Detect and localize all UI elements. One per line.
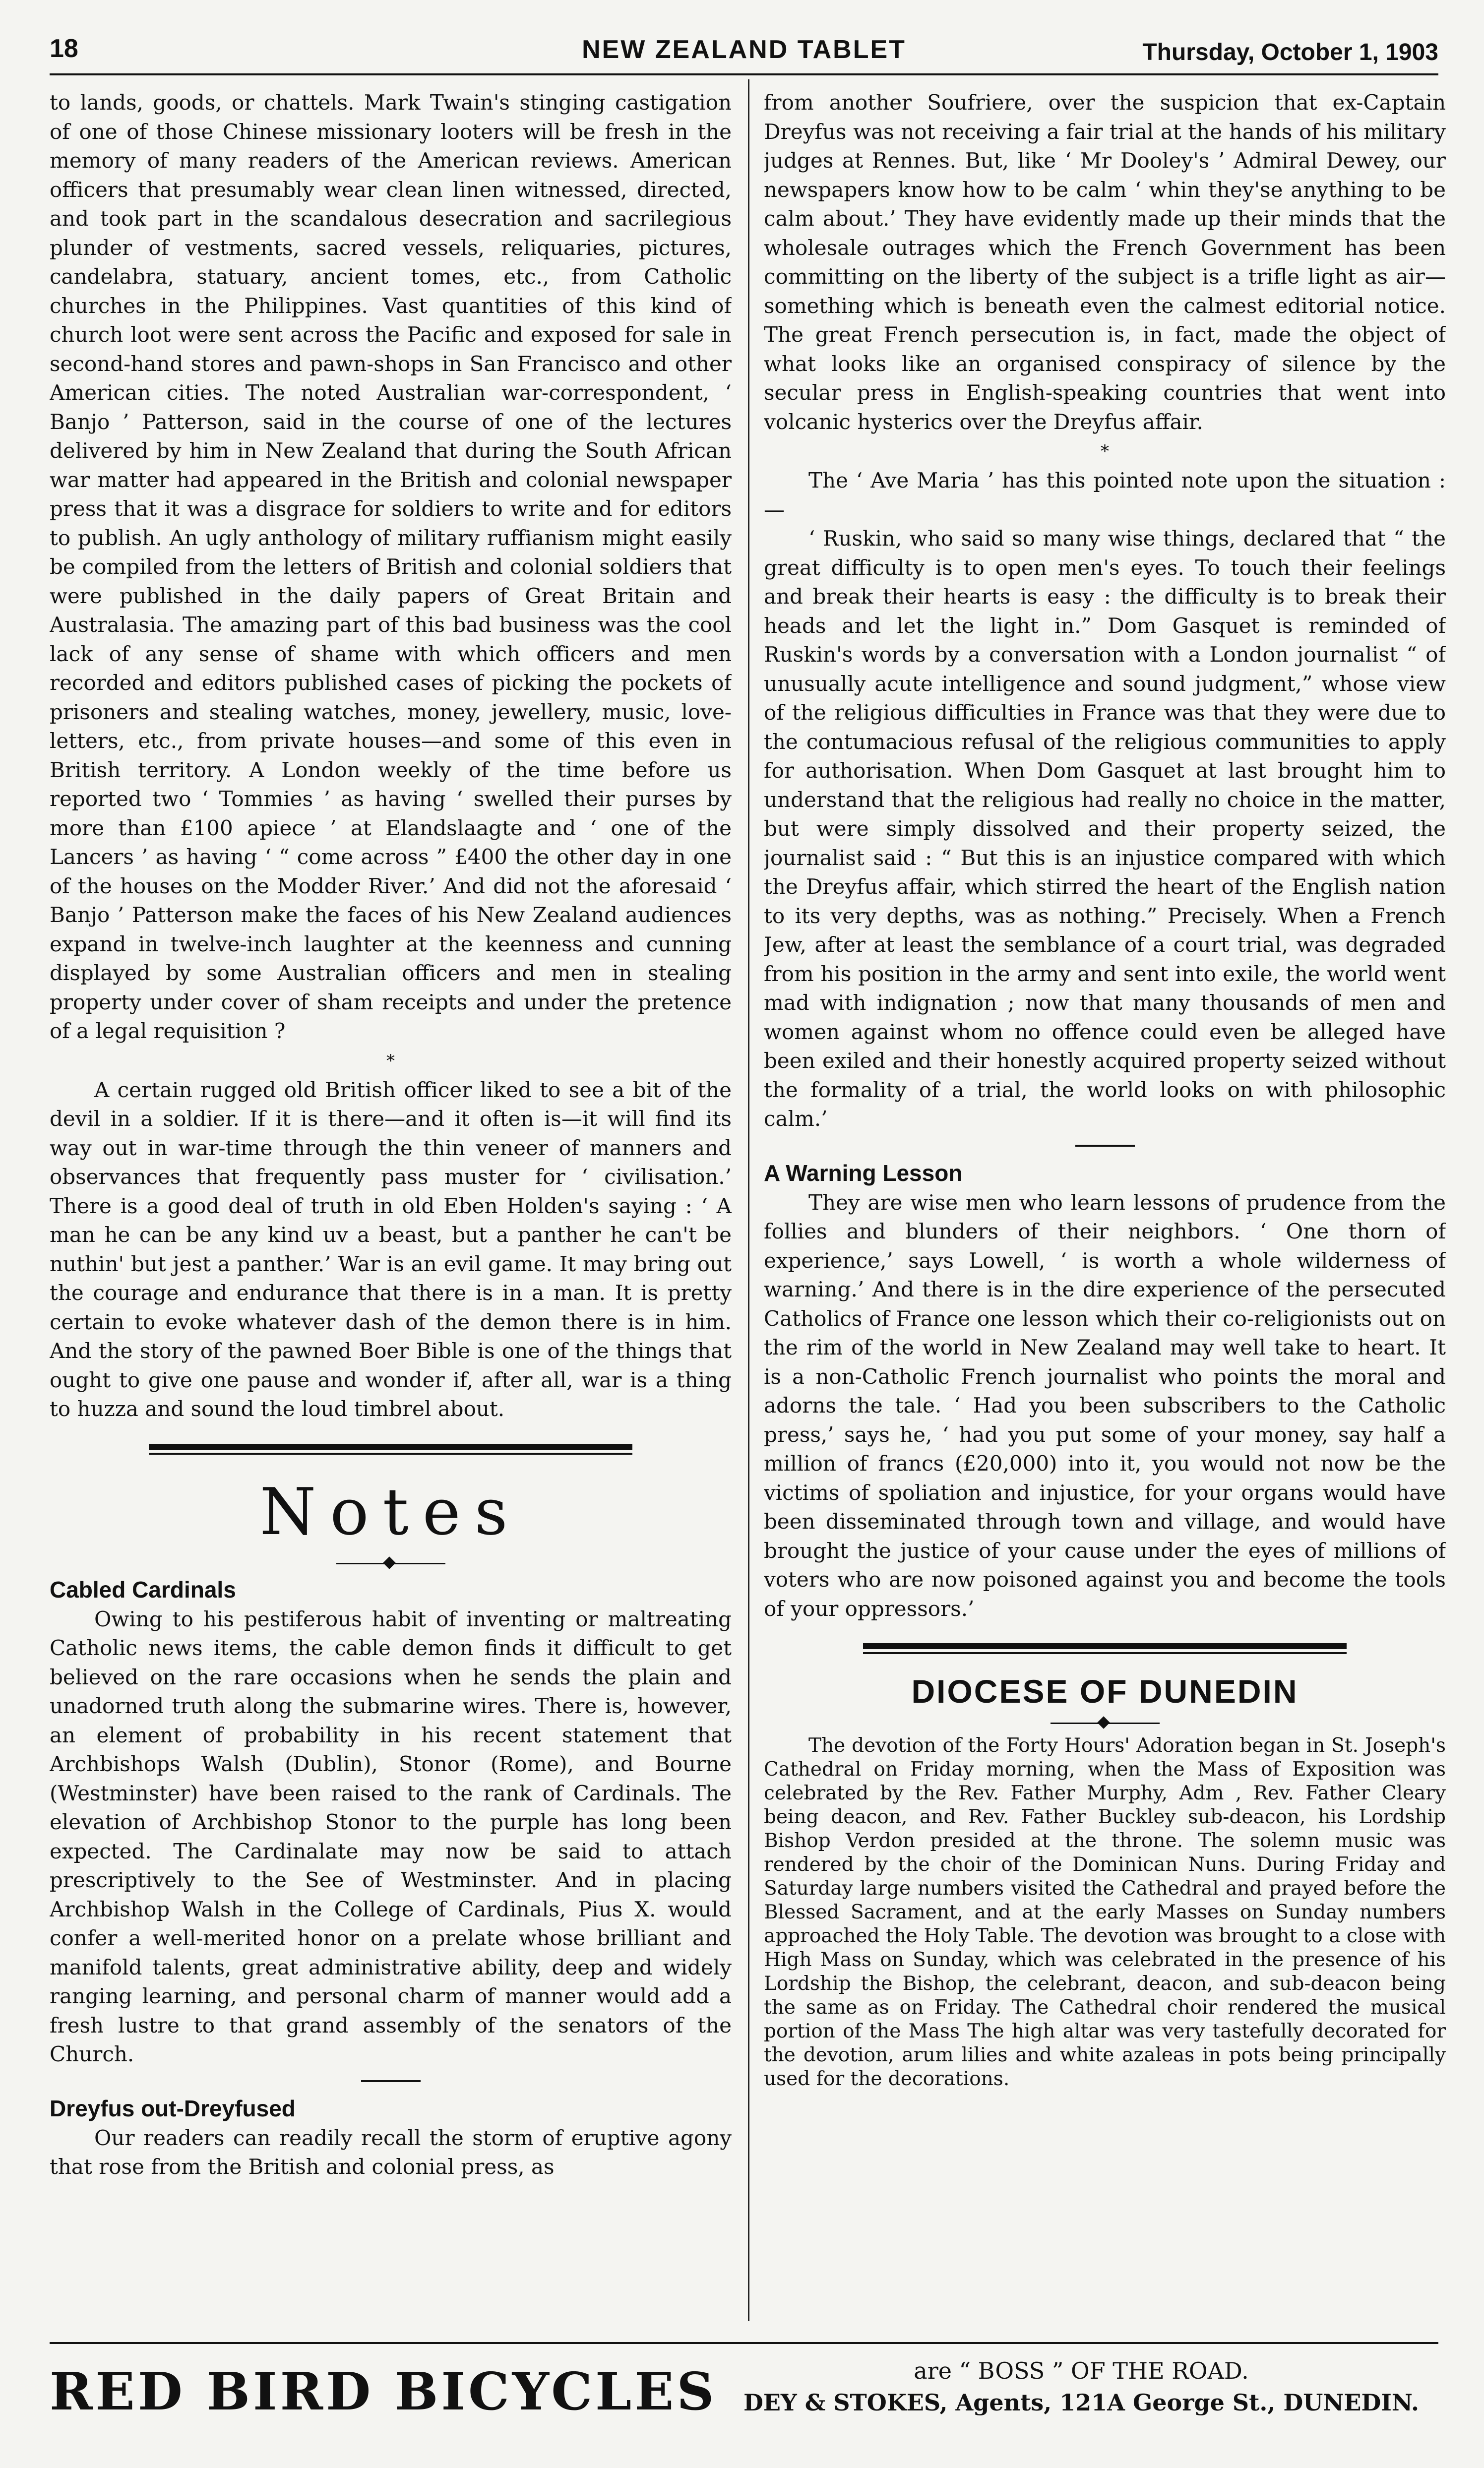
- short-divider: [1075, 1145, 1135, 1147]
- ornament-divider: [336, 1563, 445, 1564]
- subheading-warning-lesson: A Warning Lesson: [764, 1160, 963, 1186]
- heavy-divider: [863, 1643, 1347, 1654]
- short-divider: [361, 2080, 421, 2082]
- advert-address: DEY & STOKES, Agents, 121A George St., DUNEDIN.: [743, 2389, 1420, 2416]
- paragraph-dreyfus-start: Our readers can readily recall the storm of eruptive agony that rose from the British and colonial press, as: [50, 2125, 732, 2179]
- ornament-divider: [1051, 1723, 1160, 1724]
- notes-heading: Notes: [259, 1474, 522, 1549]
- paragraph-ave-maria: The ‘ Ave Maria ’ has this pointed note upon the situation :—: [764, 468, 1446, 522]
- advert-slogan: are “ BOSS ” OF THE ROAD.: [914, 2357, 1249, 2384]
- paragraph-forty-hours: The devotion of the Forty Hours' Adoration began in St. Joseph's Cathedral on Friday morning, when the Mass of Exposition was celebrated by the Rev. Father Murphy, Adm , Rev. Father Cleary being deacon, and Rev. Father Buckley sub-deacon, his Lordship Bishop Verdon presided at the throne. The solemn music was rendered by the choir of the Dominican Nuns. During Friday and Saturday large numbers visited the Cathedral and prayed before the Blessed Sacrament, and at the early Masses on Sunday numbers approached the Holy Table. The devotion was brought to a close with High Mass on Sunday, which was celebrated in the presence of his Lordship the Bishop, the celebrant, deacon, and sub-deacon being the same as on Friday. The Cathedral choir rendered the musical portion of the Mass The high altar was very tastefully decorated for the devotion, arum lilies and white azaleas in pots being principally used for the decorations.: [764, 1734, 1446, 2090]
- section-star: *: [386, 1050, 395, 1071]
- section-star: *: [1101, 441, 1109, 461]
- left-column: [50, 88, 732, 2320]
- page-header: [50, 24, 1438, 75]
- page-number: 18: [50, 34, 78, 63]
- advert-red-bird-bicycles: RED BIRD BICYCLES: [50, 2361, 717, 2422]
- masthead-title: NEW ZEALAND TABLET: [582, 35, 906, 64]
- right-column: [764, 88, 1446, 2320]
- paragraph-ruskin-quote: ‘ Ruskin, who said so many wise things, declared that “ the great difficulty is to open men's eyes. To touch their feelings and break their hearts is easy : the difficulty is to break their heads and let the light in.” Dom Gasquet is reminded of Ruskin's words by a conversation with a London journalist “ of unusually acute intelligence and sound judgment,” whose view of the religious difficulties in France was that they were due to the contumacious refusal of the religious communities to apply for authorisation. When Dom Gasquet at last brought him to understand that the religious had really no choice in the matter, but were simply dissolved and their property seized, the journalist said : “ But this is an injustice compared with which the Dreyfus affair, which stirred the heart of the English nation to its very depths, was as nothing.” Precisely. When a French Jew, after at least the semblance of a court trial, was degraded from his position in the army and sent into exile, the world went mad with indignation ; now that many thousands of men and women against whom no offence could even be alleged have been exiled and their honestly acquired property seized without the formality of a trial, the world looks on with philosophic calm.’: [764, 526, 1446, 1131]
- paragraph-british-officer: A certain rugged old British officer liked to see a bit of the devil in a soldier. If it is there—and it often is—it will find its way out in war-time through the thin veneer of manners and observances that frequently pass muster for ‘ civilisation.’ There is a good deal of truth in old Eben Holden's saying : ‘ A man he can be any kind uv a beast, but a panther he can't be nuthin' but jest a panther.’ War is an evil game. It may bring out the courage and endurance that there is in a man. It is pretty certain to evoke whatever dash of the demon there is in him. And the story of the pawned Boer Bible is one of the things that ought to give one pause and wonder if, after all, war is a thing to huzza and sound the loud timbrel about.: [50, 1077, 732, 1421]
- paragraph-cabled-cardinals: Owing to his pestiferous habit of inventing or maltreating Catholic news items, the cable demon finds it difficult to get believed on the rare occasions when he sends the plain and unadorned truth along the submarine wires. There is, however, an element of probability in his recent statement that Archbishops Walsh (Dublin), Stonor (Rome), and Bourne (Westminster) have been raised to the rank of Cardinals. The elevation of Archbishop Stonor to the purple has long been expected. The Cardinalate may now be said to attach prescriptively to the See of Westminster. And in placing Archbishop Walsh in the College of Cardinals, Pius X. would confer a well-merited honor on a prelate whose brilliant and manifold talents, great administrative ability, deep and widely ranging learning, and personal charm of manner would add a fresh lustre to that grand assembly of the senators of the Church.: [50, 1606, 732, 2066]
- paragraph-dreyfus-cont: from another Soufriere, over the suspicion that ex-Captain Dreyfus was not receiving a fair trial at the hands of his military judges at Rennes. But, like ‘ Mr Dooley's ’ Admiral Dewey, our newspapers know how to be calm ‘ whin they'se anything to be calm about.’ They have evidently made up their minds that the wholesale outrages which the French Government has been committing on the liberty of the subject is a trifle light as air—something which is beneath even the calmest editorial notice. The great French persecution is, in fact, made the object of what looks like an organised conspiracy of silence by the secular press in English-speaking countries that went into volcanic hysterics over the Dreyfus affair.: [764, 90, 1446, 434]
- paragraph-war-loot: to lands, goods, or chattels. Mark Twain's stinging castigation of one of those Chinese missionary looters will be fresh in the memory of many readers of the American reviews. American officers that presumably wear clean linen witnessed, directed, and took part in the scandalous desecration and sacrilegious plunder of vestments, sacred vessels, reliquaries, pictures, candelabra, statuary, ancient tomes, etc., from Catholic churches in the Philippines. Vast quantities of this kind of church loot were sent across the Pacific and exposed for sale in second-hand stores and pawn-shops in San Francisco and other American cities. The noted Australian war-correspondent, ‘ Banjo ’ Patterson, said in the course of one of the lectures delivered by him in New Zealand that during the South African war matter had appeared in the British and colonial newspaper press that it was a disgrace for soldiers to write and for editors to publish. An ugly anthology of military ruffianism might easily be compiled from the letters of British and colonial soldiers that were published in the daily papers of Great Britain and Australasia. The amazing part of this bad business was the cool lack of any sense of shame with which officers and men recorded and editors published cases of picking the pockets of prisoners and stealing watches, money, jewellery, music, love-letters, etc., from private houses—and some of this even in British territory. A London weekly of the time before us reported two ‘ Tommies ’ as having ‘ swelled their purses by more than £100 apiece ’ at Elandslaagte and ‘ one of the Lancers ’ as having ‘ “ come across ” £400 the other day in one of the houses on the Modder River.’ And did not the aforesaid ‘ Banjo ’ Patterson make the faces of his New Zealand audiences expand in twelve-inch laughter at the keenness and cunning displayed by some Australian officers and men in stealing property under cover of sham receipts and under the pretence of a legal requisition ?: [50, 90, 732, 1043]
- advert-agent-details: [724, 2355, 1438, 2418]
- footer-divider: [50, 2342, 1438, 2344]
- issue-date: Thursday, October 1, 1903: [1142, 39, 1438, 65]
- diocese-heading: DIOCESE OF DUNEDIN: [911, 1673, 1298, 1710]
- paragraph-warning-lesson: They are wise men who learn lessons of prudence from the follies and blunders of their neighbors. ‘ One thorn of experience,’ says Lowell, ‘ is worth a whole wilderness of warning.’ And there is in the dire experience of the persecuted Catholics of France one lesson which their co-religionists out on the rim of the world in New Zealand may well take to heart. It is a non-Catholic French journalist who points the moral and adorns the tale. ‘ Had you been subscribers to the Catholic press,’ says he, ‘ had you put some of your money, say half a million of francs (£20,000) into it, you would not now be the victims of spoliation and injustice, for your organs would have been disseminated through town and village, and would have brought the justice of your cause under the eyes of millions of voters who are now poisoned against you and become the tools of your oppressors.’: [764, 1190, 1446, 1621]
- column-divider: [748, 79, 749, 2321]
- subheading-cabled-cardinals: Cabled Cardinals: [50, 1576, 236, 1603]
- subheading-dreyfus: Dreyfus out-Dreyfused: [50, 2095, 296, 2121]
- heavy-divider: [149, 1444, 632, 1455]
